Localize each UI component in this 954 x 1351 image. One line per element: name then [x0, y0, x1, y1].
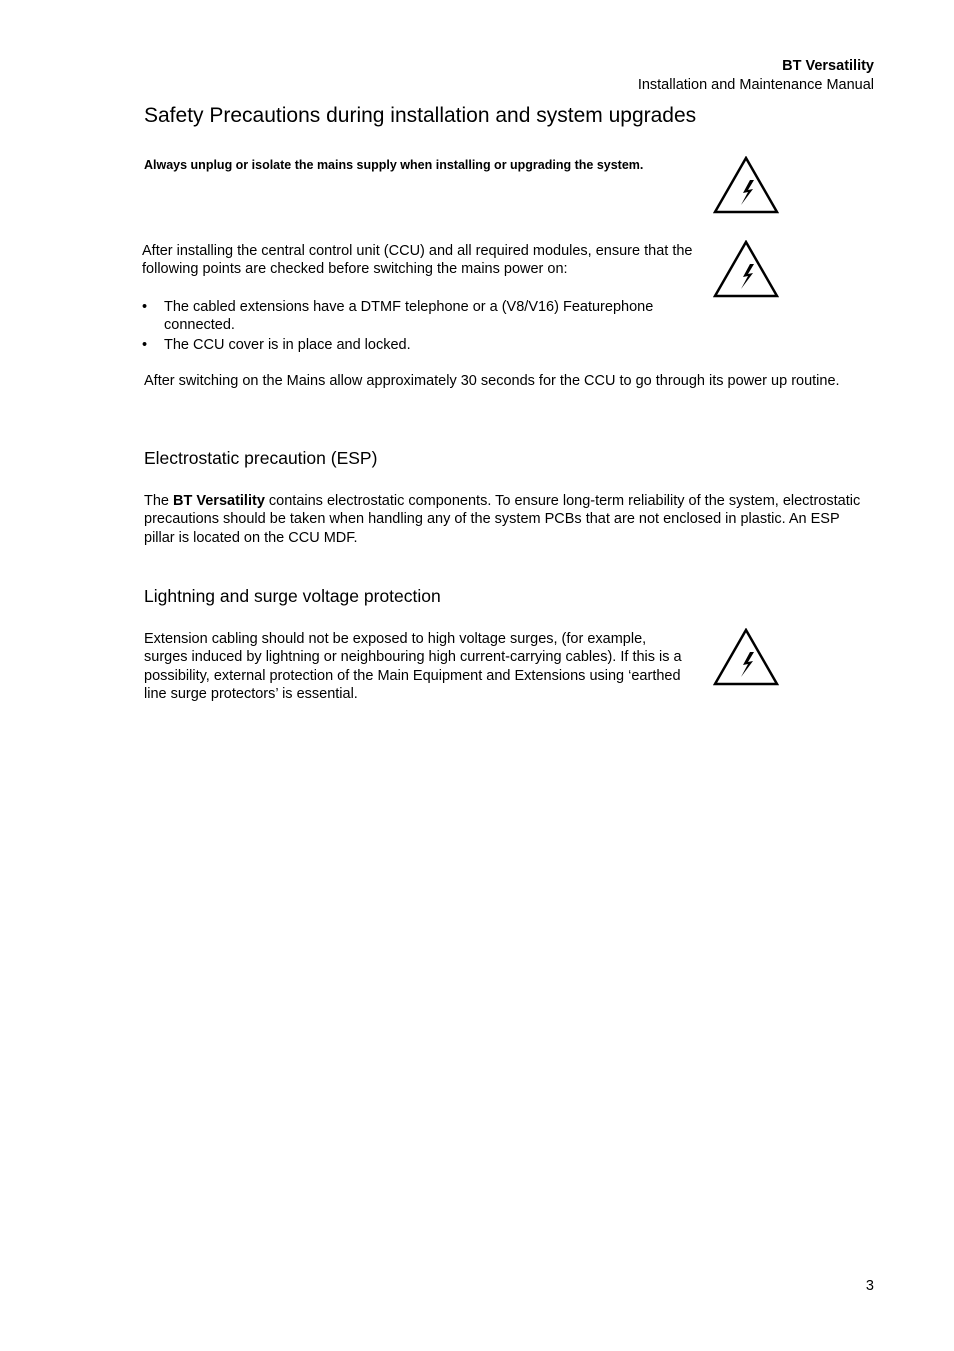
high-voltage-warning-icon	[713, 156, 779, 214]
bullet-glyph: •	[142, 299, 148, 315]
header-manual-title: Installation and Maintenance Manual	[637, 77, 874, 93]
lightning-paragraph: Extension cabling should not be exposed to high voltage surges, (for example, surges induced by lightning or neighbouring high current-carrying cables). If this is a possibility, external protection of the Main Equipment and Extensions using ‘earthed line surge protectors’ is essential.	[144, 631, 682, 702]
list-item	[142, 336, 712, 354]
esp-paragraph	[144, 492, 869, 547]
page-title: Safety Precautions during installation and system upgrades	[144, 104, 697, 127]
bullet-glyph: •	[142, 337, 148, 354]
page-number: 3	[865, 1278, 874, 1294]
installation-checks-list	[142, 298, 712, 356]
list-item-text: The CCU cover is in place and locked.	[164, 337, 411, 354]
esp-text-pre: The	[144, 493, 174, 509]
list-item-text: The cabled extensions have a DTMF telephone or a (V8/V16) Featurephone connected.	[164, 299, 654, 334]
mains-warning-note: Always unplug or isolate the mains supply when installing or upgrading the system.	[144, 158, 644, 172]
high-voltage-warning-icon	[713, 628, 779, 686]
lightning-heading: Lightning and surge voltage protection	[144, 586, 441, 606]
high-voltage-warning-icon	[713, 240, 779, 298]
esp-text-post: contains electrostatic components. To ensure long-term reliability of the system, electrostatic precautions should be taken when handling any of the system PCBs that are not enclosed in plastic. An ESP pillar is located on the CCU MDF.	[144, 493, 861, 546]
header-product-name: BT Versatility	[782, 58, 874, 74]
esp-heading: Electrostatic precaution (ESP)	[144, 448, 378, 468]
installation-checks-intro: After installing the central control unit (CCU) and all required modules, ensure that the following points are checked before switching the mains power on:	[142, 243, 693, 278]
list-item	[142, 298, 712, 335]
esp-product-name: BT Versatility	[173, 493, 265, 509]
power-up-paragraph: After switching on the Mains allow approximately 30 seconds for the CCU to go through its power up routine.	[144, 373, 840, 389]
